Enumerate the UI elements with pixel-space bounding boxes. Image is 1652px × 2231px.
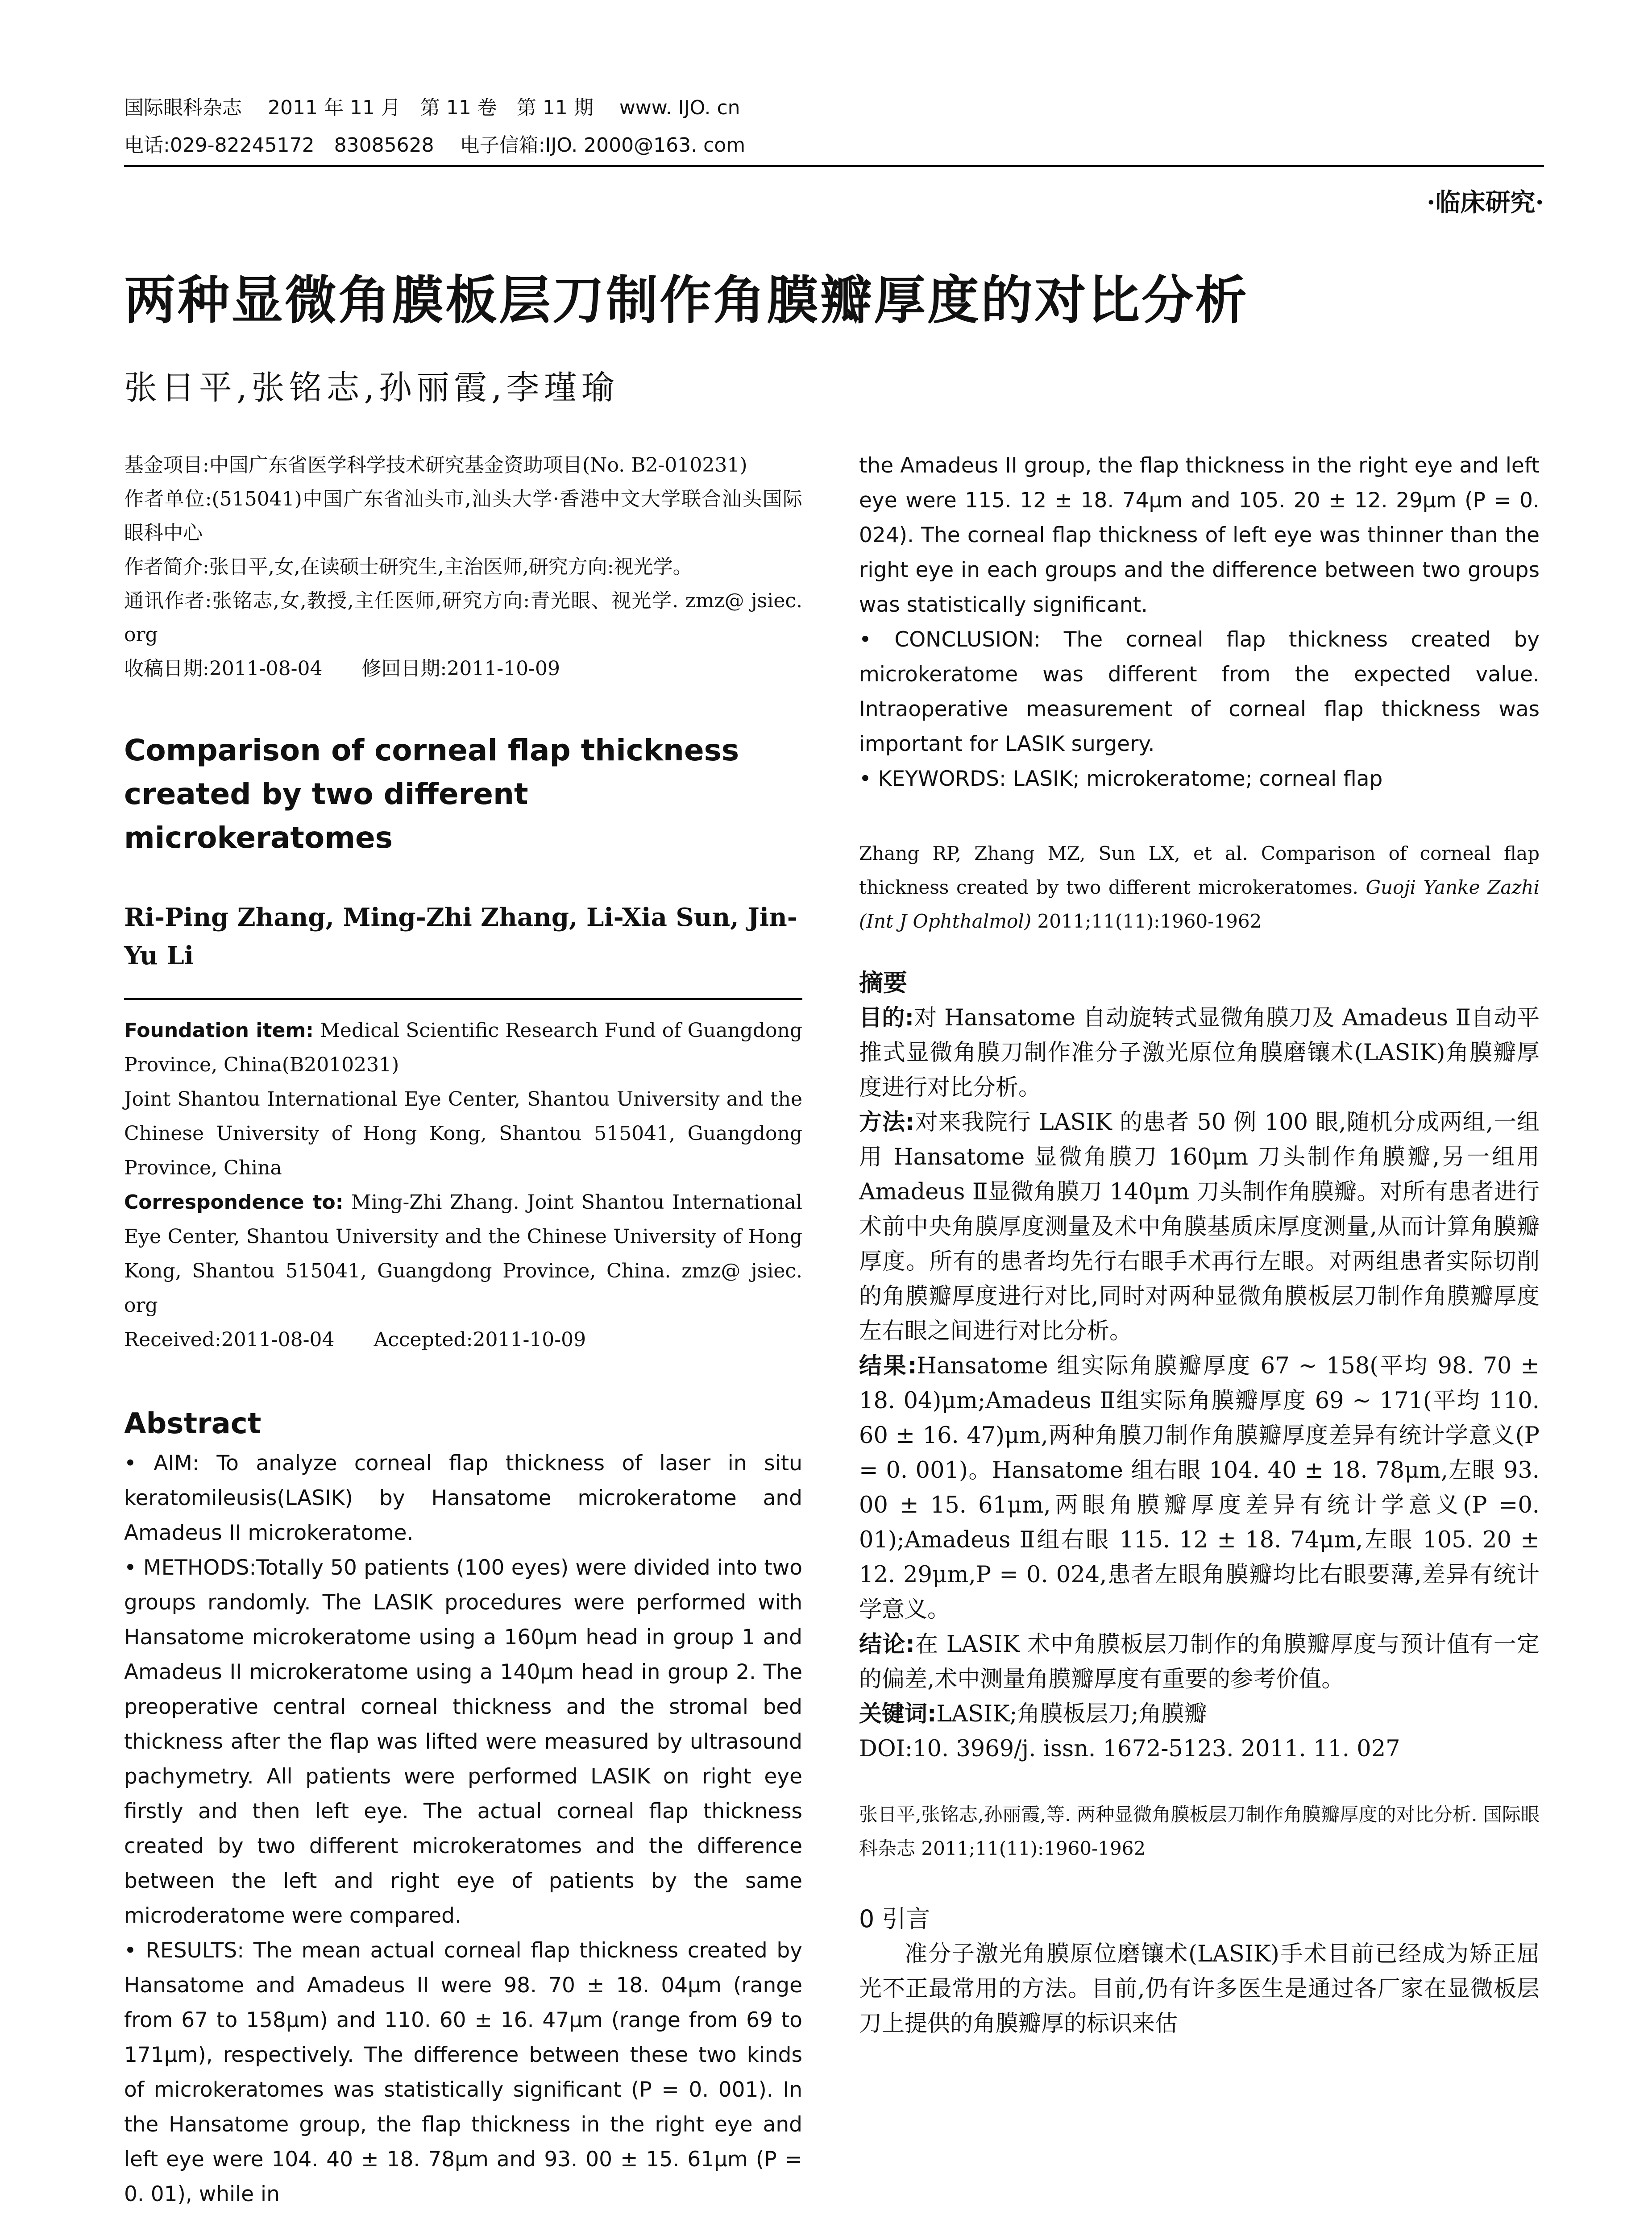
results-text-cn: Hansatome 组实际角膜瓣厚度 67 ~ 158(平均 98. 70 ± 18. 04)μm;Amadeus Ⅱ组实际角膜瓣厚度 69 ~ 171(平均 110. 60 ± 16. 47)μm,两种角膜刀制作角膜瓣厚度差异有统计学意义(P = 0. 001)。Hansatome 组右眼 104. 40 ± 18. 78μm,左眼 93. 00 ± 15. 61μm,两眼角膜瓣厚度差异有统计学意义(P =0. 01);Amadeus Ⅱ组右眼 115. 12 ± 18. 74μm,左眼 105. 20 ± 12. 29μm,P = 0. 024,患者左眼角膜瓣均比右眼要薄,差异有统计学意义。 <box>859 1353 1540 1623</box>
aim-label-cn: 目的: <box>859 1005 914 1031</box>
abstract-results-cont: the Amadeus II group, the flap thickness in the right eye and left eye were 115. 12 ± 18. 74μm and 105. 20 ± 12. 29μm (P = 0. 024). The corneal flap thickness of left eye was thinner than the right eye in each groups and the difference between two groups was statistically significant. <box>859 453 1540 617</box>
doi: DOI:10. 3969/j. issn. 1672-5123. 2011. 11. 027 <box>859 1736 1400 1762</box>
conclusion-text-cn: 在 LASIK 术中角膜板层刀制作的角膜瓣厚度与预计值有一定的偏差,术中测量角膜瓣厚度有重要的参考价值。 <box>859 1631 1540 1692</box>
abstract-cn-results <box>859 1349 1540 1627</box>
meta-en <box>124 1013 802 1357</box>
journal-header-line2: 电话:029-82245172 83085628 电子信箱:IJO. 2000@163. com <box>124 134 746 157</box>
abstract-cn-heading: 摘要 <box>859 969 907 997</box>
dates-en: Received:2011-08-04 Accepted:2011-10-09 <box>124 1328 586 1351</box>
abstract-heading: Abstract <box>124 1407 261 1440</box>
authors-rule <box>124 998 802 1000</box>
left-column <box>124 448 802 2212</box>
abstract-cn-aim <box>859 1001 1540 1105</box>
keywords-text-cn: LASIK;角膜板层刀;角膜瓣 <box>936 1701 1207 1727</box>
header-rule <box>124 165 1544 167</box>
abstract-cn-methods <box>859 1105 1540 1349</box>
citation-en-ref: 2011;11(11):1960-1962 <box>1031 910 1262 932</box>
abstract-methods: • METHODS:Totally 50 patients (100 eyes) were divided into two groups randomly. The LASIK procedures were performed with Hansatome microkeratome using a 160μm head in group 1 and Amadeus II microkeratome using a 140μm head in group 2. The preoperative central corneal thickness and the stromal bed thickness after the flap was lifted were measured by ultrasound pachymetry. All patients were performed LASIK on right eye firstly and then left eye. The actual corneal flap thickness created by two different microkeratomes and the difference between the left and right eye of patients by the same microderatome were compared. <box>124 1555 802 1928</box>
abstract-cn <box>859 1001 1540 1767</box>
citation-en <box>859 837 1540 938</box>
intro-text: 准分子激光角膜原位磨镶术(LASIK)手术目前已经成为矫正屈光不正最常用的方法。目前,仍有许多医生是通过各厂家在显微板层刀上提供的角膜瓣厚的标识来估 <box>859 1941 1540 2037</box>
abstract-results: • RESULTS: The mean actual corneal flap thickness created by Hansatome and Amadeus II were 98. 70 ± 18. 04μm (range from 67 to 158μm) and 110. 60 ± 16. 47μm (range from 69 to 171μm), respectively. The difference between these two kinds of microkeratomes was statistically significant (P = 0. 001). In the Hansatome group, the flap thickness in the right eye and left eye were 104. 40 ± 18. 78μm and 93. 00 ± 15. 61μm (P = 0. 01), while in <box>124 1938 802 2206</box>
results-label-cn: 结果: <box>859 1353 917 1379</box>
title-en: Comparison of corneal flap thickness created by two different microkeratomes <box>124 733 739 855</box>
methods-text-cn: 对来我院行 LASIK 的患者 50 例 100 眼,随机分成两组,一组用 Hansatome 显微角膜刀 160μm 刀头制作角膜瓣,另一组用 Amadeus Ⅱ显微角膜刀 140μm 刀头制作角膜瓣。对所有患者进行术前中央角膜厚度测量及术中角膜基质床厚度测量,从而计算角膜瓣厚度。所有的患者均先行右眼手术再行左眼。对两组患者实际切削的角膜瓣厚度进行对比,同时对两种显微角膜板层刀制作角膜瓣厚度左右眼之间进行对比分析。 <box>859 1109 1540 1344</box>
authors-en: Ri-Ping Zhang, Ming-Zhi Zhang, Li-Xia Sun, Jin-Yu Li <box>124 903 797 970</box>
correspondence-en-label: Correspondence to: <box>124 1191 344 1214</box>
affiliation-en: Joint Shantou International Eye Center, Shantou University and the Chinese University of Hong Kong, Shantou 515041, Guangdong Province, China <box>124 1088 802 1179</box>
title-cn: 两种显微角膜板层刀制作角膜瓣厚度的对比分析 <box>124 270 1249 331</box>
abstract-en-left <box>124 1446 802 2212</box>
section-tag: ·临床研究· <box>1427 188 1544 217</box>
correspondence-en-text: Ming-Zhi Zhang. Joint Shantou International Eye Center, Shantou University and the Chinese University of Hong Kong, Shantou 515041, Guangdong Province, China. zmz@ jsiec. org <box>124 1191 802 1317</box>
citation-cn: 张日平,张铭志,孙丽霞,等. 两种显微角膜板层刀制作角膜瓣厚度的对比分析. 国际眼科杂志 2011;11(11):1960-1962 <box>859 1804 1540 1859</box>
keywords-label-cn: 关键词: <box>859 1701 937 1727</box>
dates-cn: 收稿日期:2011-08-04 修回日期:2011-10-09 <box>124 657 560 680</box>
affiliation-cn: 作者单位:(515041)中国广东省汕头市,汕头大学·香港中文大学联合汕头国际眼科中心 <box>124 488 802 544</box>
correspondence-cn: 通讯作者:张铭志,女,教授,主任医师,研究方向:青光眼、视光学. zmz@ jsiec. org <box>124 589 802 646</box>
authors-cn: 张日平,张铭志,孙丽霞,李瑾瑜 <box>124 369 619 407</box>
journal-header-line1: 国际眼科杂志 2011 年 11 月 第 11 卷 第 11 期 www. IJO. cn <box>124 96 740 119</box>
foundation-en-text: Medical Scientific Research Fund of Guangdong Province, China(B2010231) <box>124 1019 802 1076</box>
methods-label-cn: 方法: <box>859 1109 915 1136</box>
aim-text-cn: 对 Hansatome 自动旋转式显微角膜刀及 Amadeus Ⅱ自动平推式显微角膜刀制作准分子激光原位角膜磨镶术(LASIK)角膜瓣厚度进行对比分析。 <box>859 1005 1540 1101</box>
abstract-en-right <box>859 448 1540 796</box>
citation-en-journal: Guoji Yanke Zazhi (Int J Ophthalmol) <box>859 876 1540 932</box>
conclusion-label-cn: 结论: <box>859 1631 915 1658</box>
abstract-cn-conclusion <box>859 1627 1540 1697</box>
abstract-cn-keywords <box>859 1697 1540 1732</box>
correspondence-en <box>124 1185 802 1323</box>
meta-cn <box>124 448 802 686</box>
foundation-en <box>124 1013 802 1082</box>
abstract-conclusion: • CONCLUSION: The corneal flap thickness created by microkeratome was different from the expected value. Intraoperative measurement of corneal flap thickness was important for LASIK surgery. <box>859 627 1540 756</box>
foundation-en-label: Foundation item: <box>124 1019 314 1042</box>
citation-en-text: Zhang RP, Zhang MZ, Sun LX, et al. Comparison of corneal flap thickness created by two different microkeratomes. <box>859 842 1540 898</box>
bio-cn: 作者简介:张日平,女,在读硕士研究生,主治医师,研究方向:视光学。 <box>124 556 693 578</box>
intro-heading: 0 引言 <box>859 1905 930 1933</box>
abstract-keywords: • KEYWORDS: LASIK; microkeratome; corneal flap <box>859 767 1383 791</box>
foundation-cn: 基金项目:中国广东省医学科学技术研究基金资助项目(No. B2-010231) <box>124 454 747 477</box>
right-column <box>859 448 1540 2041</box>
abstract-aim: • AIM: To analyze corneal flap thickness of laser in situ keratomileusis(LASIK) by Hansatome microkeratome and Amadeus II microkeratome. <box>124 1451 802 1545</box>
